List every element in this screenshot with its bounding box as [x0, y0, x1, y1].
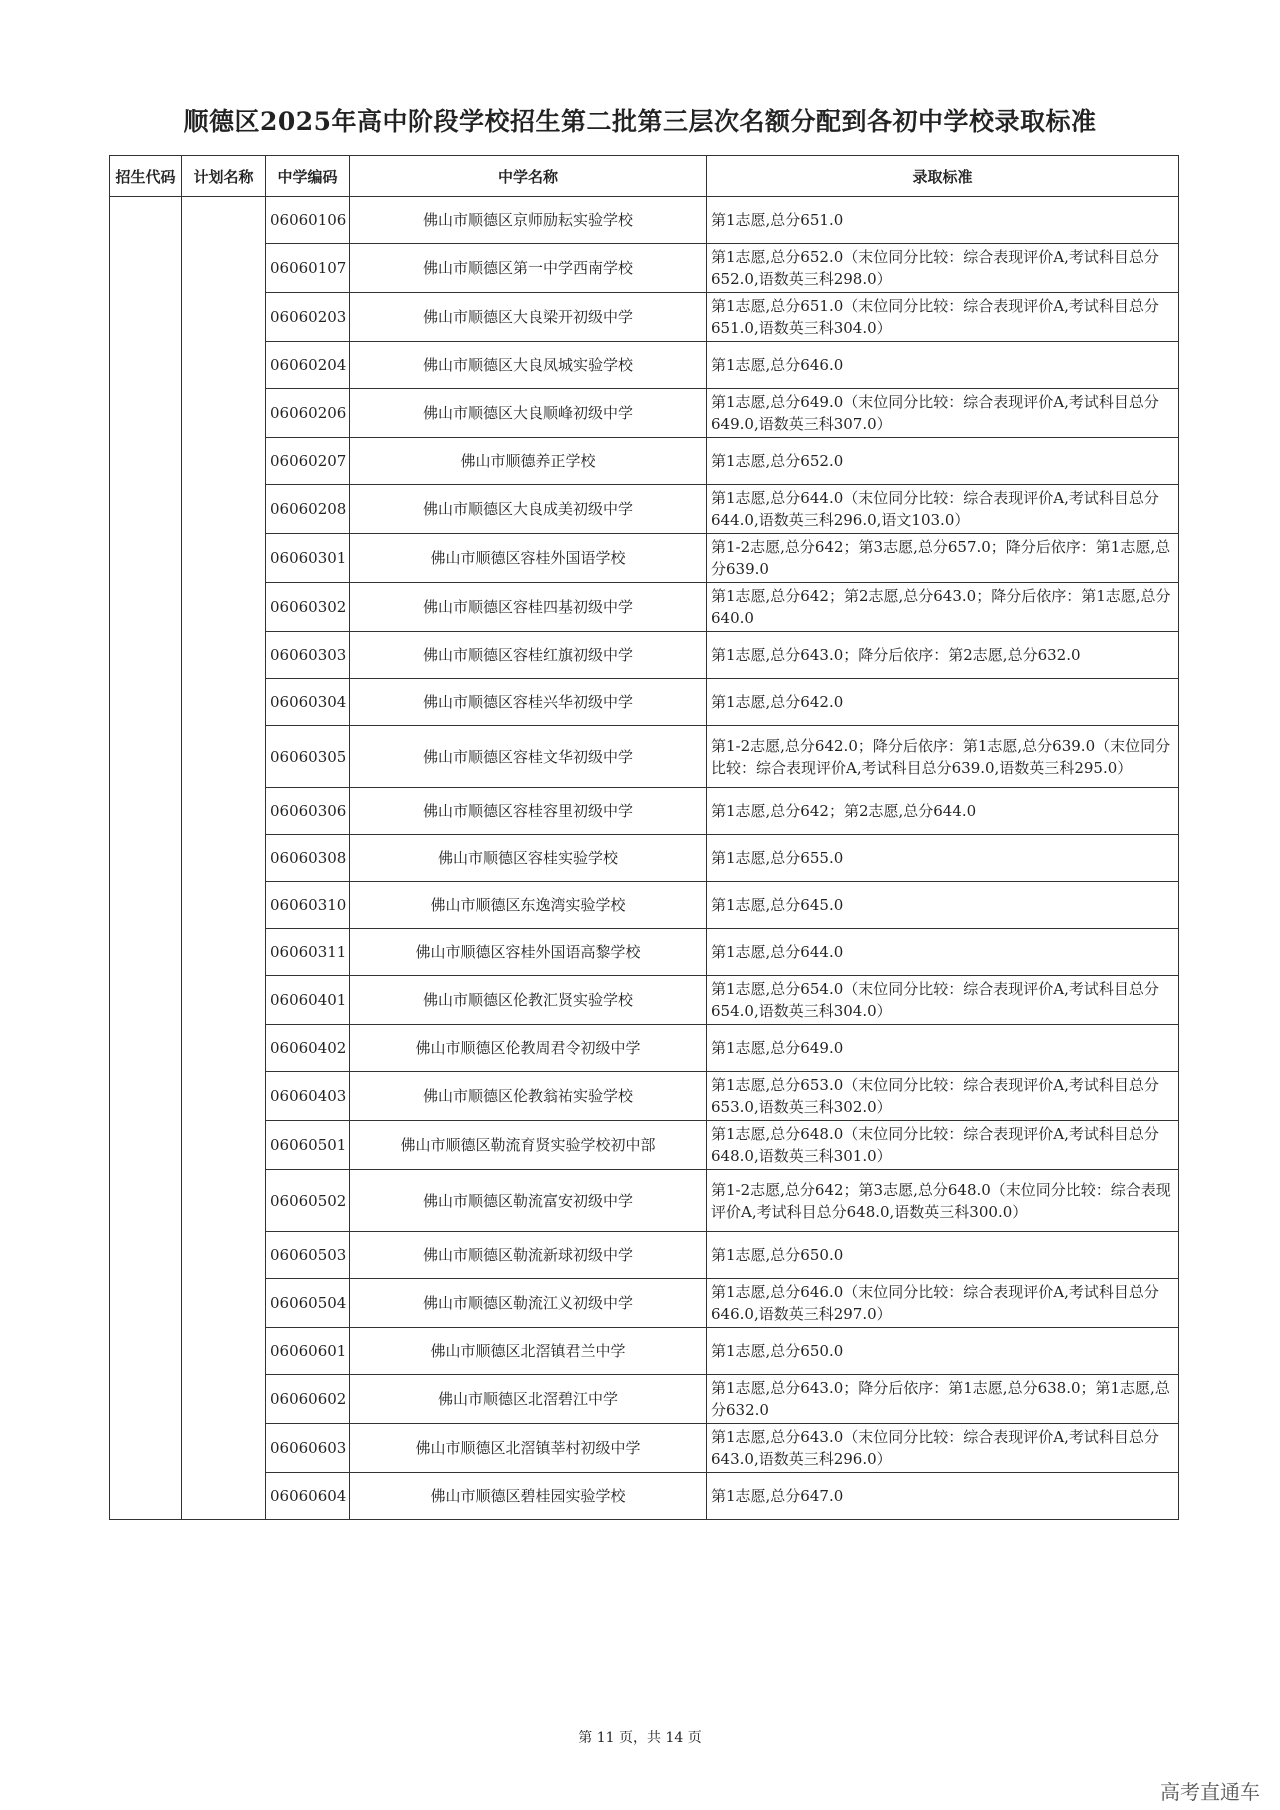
header-admission-standard: 录取标准 [707, 156, 1179, 197]
school-name-cell: 佛山市顺德区大良凤城实验学校 [350, 342, 707, 389]
admission-standard-cell: 第1志愿,总分650.0 [707, 1232, 1179, 1279]
admission-standard-cell: 第1志愿,总分642.0 [707, 679, 1179, 726]
school-code-cell: 06060311 [266, 929, 350, 976]
table-header-row [110, 156, 1179, 197]
admission-standard-cell: 第1志愿,总分643.0（末位同分比较：综合表现评价A,考试科目总分643.0,语数英三科296.0） [707, 1424, 1179, 1473]
school-name-cell: 佛山市顺德区勒流江义初级中学 [350, 1279, 707, 1328]
table-row [110, 1424, 1179, 1473]
admission-standard-cell: 第1志愿,总分651.0 [707, 197, 1179, 244]
table-row [110, 1375, 1179, 1424]
school-code-cell: 06060301 [266, 534, 350, 583]
table-row [110, 1279, 1179, 1328]
school-name-cell: 佛山市顺德养正学校 [350, 438, 707, 485]
admission-standard-cell: 第1志愿,总分650.0 [707, 1328, 1179, 1375]
school-name-cell: 佛山市顺德区勒流富安初级中学 [350, 1170, 707, 1232]
school-code-cell: 06060203 [266, 293, 350, 342]
school-name-cell: 佛山市顺德区北滘镇君兰中学 [350, 1328, 707, 1375]
admission-standard-cell: 第1志愿,总分642；第2志愿,总分643.0；降分后依序：第1志愿,总分640.0 [707, 583, 1179, 632]
table-row [110, 632, 1179, 679]
table-row [110, 929, 1179, 976]
school-code-cell: 06060207 [266, 438, 350, 485]
table-row [110, 1121, 1179, 1170]
header-school-code: 中学编码 [266, 156, 350, 197]
admission-standard-cell: 第1-2志愿,总分642；第3志愿,总分657.0；降分后依序：第1志愿,总分639.0 [707, 534, 1179, 583]
table-row [110, 1072, 1179, 1121]
school-name-cell: 佛山市顺德区伦教周君令初级中学 [350, 1025, 707, 1072]
table-row [110, 882, 1179, 929]
school-code-cell: 06060402 [266, 1025, 350, 1072]
admission-standard-cell: 第1志愿,总分647.0 [707, 1473, 1179, 1520]
table-row [110, 1170, 1179, 1232]
table-row [110, 583, 1179, 632]
enroll-code-cell [110, 197, 182, 1520]
admission-standard-cell: 第1志愿,总分654.0（末位同分比较：综合表现评价A,考试科目总分654.0,语数英三科304.0） [707, 976, 1179, 1025]
school-name-cell: 佛山市顺德区容桂四基初级中学 [350, 583, 707, 632]
admission-standard-cell: 第1志愿,总分645.0 [707, 882, 1179, 929]
school-code-cell: 06060604 [266, 1473, 350, 1520]
school-code-cell: 06060403 [266, 1072, 350, 1121]
school-code-cell: 06060208 [266, 485, 350, 534]
school-name-cell: 佛山市顺德区北滘镇莘村初级中学 [350, 1424, 707, 1473]
school-name-cell: 佛山市顺德区东逸湾实验学校 [350, 882, 707, 929]
school-code-cell: 06060306 [266, 788, 350, 835]
school-name-cell: 佛山市顺德区大良梁开初级中学 [350, 293, 707, 342]
school-name-cell: 佛山市顺德区容桂容里初级中学 [350, 788, 707, 835]
table-row [110, 976, 1179, 1025]
table-row [110, 835, 1179, 882]
page-footer: 第 11 页，共 14 页 [578, 1730, 702, 1746]
table-row [110, 726, 1179, 788]
school-code-cell: 06060305 [266, 726, 350, 788]
admission-standard-cell: 第1志愿,总分643.0；降分后依序：第1志愿,总分638.0；第1志愿,总分632.0 [707, 1375, 1179, 1424]
table-row [110, 485, 1179, 534]
admission-standard-cell: 第1志愿,总分642；第2志愿,总分644.0 [707, 788, 1179, 835]
school-name-cell: 佛山市顺德区容桂外国语学校 [350, 534, 707, 583]
school-code-cell: 06060106 [266, 197, 350, 244]
table-row [110, 1328, 1179, 1375]
school-name-cell: 佛山市顺德区京师励耘实验学校 [350, 197, 707, 244]
admission-standard-cell: 第1志愿,总分649.0 [707, 1025, 1179, 1072]
school-name-cell: 佛山市顺德区容桂红旗初级中学 [350, 632, 707, 679]
school-name-cell: 佛山市顺德区碧桂园实验学校 [350, 1473, 707, 1520]
school-name-cell: 佛山市顺德区第一中学西南学校 [350, 244, 707, 293]
header-enroll-code: 招生代码 [110, 156, 182, 197]
school-name-cell: 佛山市顺德区伦教翁祐实验学校 [350, 1072, 707, 1121]
school-name-cell: 佛山市顺德区容桂外国语高黎学校 [350, 929, 707, 976]
school-code-cell: 06060206 [266, 389, 350, 438]
admission-standard-cell: 第1志愿,总分649.0（末位同分比较：综合表现评价A,考试科目总分649.0,语数英三科307.0） [707, 389, 1179, 438]
admission-standard-cell: 第1志愿,总分646.0 [707, 342, 1179, 389]
school-code-cell: 06060502 [266, 1170, 350, 1232]
table-row [110, 389, 1179, 438]
admission-standard-cell: 第1志愿,总分652.0（末位同分比较：综合表现评价A,考试科目总分652.0,语数英三科298.0） [707, 244, 1179, 293]
school-code-cell: 06060303 [266, 632, 350, 679]
table-row [110, 788, 1179, 835]
school-name-cell: 佛山市顺德区勒流育贤实验学校初中部 [350, 1121, 707, 1170]
admission-standard-cell: 第1志愿,总分646.0（末位同分比较：综合表现评价A,考试科目总分646.0,语数英三科297.0） [707, 1279, 1179, 1328]
admission-standard-cell: 第1志愿,总分651.0（末位同分比较：综合表现评价A,考试科目总分651.0,语数英三科304.0） [707, 293, 1179, 342]
watermark-text: 高考直通车 [1160, 1780, 1260, 1804]
school-name-cell: 佛山市顺德区容桂实验学校 [350, 835, 707, 882]
school-code-cell: 06060503 [266, 1232, 350, 1279]
school-code-cell: 06060601 [266, 1328, 350, 1375]
school-code-cell: 06060308 [266, 835, 350, 882]
school-name-cell: 佛山市顺德区勒流新球初级中学 [350, 1232, 707, 1279]
school-name-cell: 佛山市顺德区容桂文华初级中学 [350, 726, 707, 788]
school-code-cell: 06060501 [266, 1121, 350, 1170]
school-code-cell: 06060504 [266, 1279, 350, 1328]
table-row [110, 1473, 1179, 1520]
school-code-cell: 06060107 [266, 244, 350, 293]
table-row [110, 438, 1179, 485]
table-row [110, 342, 1179, 389]
admission-standard-cell: 第1志愿,总分655.0 [707, 835, 1179, 882]
table-row [110, 1232, 1179, 1279]
table-row [110, 197, 1179, 244]
school-code-cell: 06060602 [266, 1375, 350, 1424]
admission-standard-cell: 第1志愿,总分652.0 [707, 438, 1179, 485]
school-name-cell: 佛山市顺德区北滘碧江中学 [350, 1375, 707, 1424]
school-code-cell: 06060204 [266, 342, 350, 389]
admission-standard-cell: 第1志愿,总分644.0 [707, 929, 1179, 976]
table-row [110, 293, 1179, 342]
header-school-name: 中学名称 [350, 156, 707, 197]
plan-name-cell [182, 197, 266, 1520]
table-row [110, 534, 1179, 583]
table-row [110, 244, 1179, 293]
admission-standard-cell: 第1志愿,总分653.0（末位同分比较：综合表现评价A,考试科目总分653.0,语数英三科302.0） [707, 1072, 1179, 1121]
school-code-cell: 06060603 [266, 1424, 350, 1473]
school-code-cell: 06060304 [266, 679, 350, 726]
admission-standard-cell: 第1志愿,总分643.0；降分后依序：第2志愿,总分632.0 [707, 632, 1179, 679]
table-row [110, 1025, 1179, 1072]
school-name-cell: 佛山市顺德区伦教汇贤实验学校 [350, 976, 707, 1025]
admission-standard-cell: 第1-2志愿,总分642.0；降分后依序：第1志愿,总分639.0（末位同分比较：综合表现评价A,考试科目总分639.0,语数英三科295.0） [707, 726, 1179, 788]
school-code-cell: 06060310 [266, 882, 350, 929]
school-name-cell: 佛山市顺德区容桂兴华初级中学 [350, 679, 707, 726]
admission-table [109, 155, 1179, 1520]
admission-standard-cell: 第1志愿,总分648.0（末位同分比较：综合表现评价A,考试科目总分648.0,语数英三科301.0） [707, 1121, 1179, 1170]
table-row [110, 679, 1179, 726]
header-plan-name: 计划名称 [182, 156, 266, 197]
admission-standard-cell: 第1-2志愿,总分642；第3志愿,总分648.0（末位同分比较：综合表现评价A,考试科目总分648.0,语数英三科300.0） [707, 1170, 1179, 1232]
admission-standard-cell: 第1志愿,总分644.0（末位同分比较：综合表现评价A,考试科目总分644.0,语数英三科296.0,语文103.0） [707, 485, 1179, 534]
school-code-cell: 06060302 [266, 583, 350, 632]
school-name-cell: 佛山市顺德区大良成美初级中学 [350, 485, 707, 534]
school-code-cell: 06060401 [266, 976, 350, 1025]
school-name-cell: 佛山市顺德区大良顺峰初级中学 [350, 389, 707, 438]
page-title: 顺德区2025年高中阶段学校招生第二批第三层次名额分配到各初中学校录取标准 [183, 107, 1097, 136]
